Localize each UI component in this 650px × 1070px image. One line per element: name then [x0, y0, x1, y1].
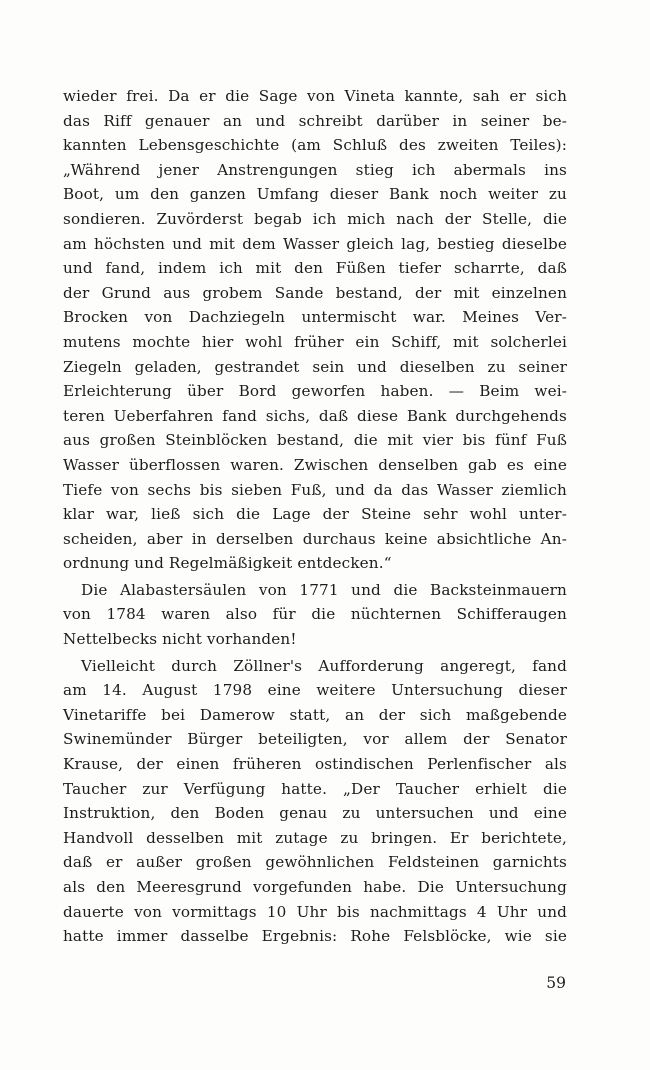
page-number: 59 — [546, 974, 566, 992]
text-line: aus großen Steinblöcken bestand, die mit vier bis fünf Fuß — [63, 431, 567, 450]
text-line: wieder frei. Da er die Sage von Vineta kannte, sah er sich — [63, 87, 567, 105]
text-line: mutens mochte hier wohl früher ein Schiff, mit solcherlei — [63, 332, 567, 351]
text-line: Die Alabastersäulen von 1771 und die Backsteinmauern — [81, 580, 567, 599]
text-line: das Riff genauer an und schreibt darüber in seiner be- — [63, 111, 567, 130]
text-line: ordnung und Regelmäßigkeit entdecken.“ — [63, 554, 392, 573]
text-line: Brocken von Dachziegeln untermischt war. Meines Ver- — [63, 308, 567, 327]
text-line: und fand, indem ich mit den Füßen tiefer scharrte, daß — [63, 259, 567, 278]
text-line: Instruktion, den Boden genau zu untersuchen und eine — [63, 804, 567, 823]
text-line: am höchsten und mit dem Wasser gleich lag, bestieg dieselbe — [63, 234, 567, 253]
text-line: Erleichterung über Bord geworfen haben. — Beim wei- — [63, 382, 567, 401]
paragraph-3 — [63, 654, 567, 949]
text-line: Boot, um den ganzen Umfang dieser Bank noch weiter zu — [63, 185, 567, 204]
text-line: Handvoll desselben mit zutage zu bringen. Er berichtete, — [63, 828, 567, 847]
text-line: am 14. August 1798 eine weitere Untersuchung dieser — [63, 681, 567, 700]
text-line: Vinetariffe bei Damerow statt, an der sich maßgebende — [63, 705, 567, 724]
text-line: von 1784 waren also für die nüchternen Schifferaugen — [63, 605, 567, 624]
text-line: kannten Lebensgeschichte (am Schluß des zweiten Teiles): — [63, 136, 567, 155]
paragraph-2 — [63, 578, 567, 652]
text-line: scheiden, aber in derselben durchaus keine absichtliche An- — [63, 529, 567, 548]
text-line: hatte immer dasselbe Ergebnis: Rohe Felsblöcke, wie sie — [63, 927, 567, 946]
text-line: Krause, der einen früheren ostindischen Perlenfischer als — [63, 755, 567, 774]
text-line: als den Meeresgrund vorgefunden habe. Die Untersuchung — [63, 878, 567, 896]
body-text — [63, 84, 567, 949]
text-line: Tiefe von sechs bis sieben Fuß, und da das Wasser ziemlich — [63, 480, 567, 499]
text-line: Swinemünder Bürger beteiligten, vor allem der Senator — [63, 730, 567, 749]
text-line: teren Ueberfahren fand sichs, daß diese Bank durchgehends — [63, 406, 567, 425]
text-line: Nettelbecks nicht vorhanden! — [63, 630, 297, 649]
text-line: der Grund aus grobem Sande bestand, der mit einzelnen — [63, 283, 567, 302]
text-line: Taucher zur Verfügung hatte. „Der Taucher erhielt die — [63, 779, 567, 798]
text-line: klar war, ließ sich die Lage der Steine sehr wohl unter- — [63, 505, 567, 524]
text-line: Vielleicht durch Zöllner's Aufforderung angeregt, fand — [81, 656, 567, 675]
text-line: „Während jener Anstrengungen stieg ich abermals ins — [63, 160, 567, 179]
text-line: Wasser überflossen waren. Zwischen denselben gab es eine — [63, 455, 567, 474]
paragraph-1 — [63, 84, 567, 576]
text-line: dauerte von vormittags 10 Uhr bis nachmittags 4 Uhr und — [63, 902, 567, 921]
text-line: Ziegeln geladen, gestrandet sein und dieselben zu seiner — [63, 357, 567, 376]
text-line: sondieren. Zuvörderst begab ich mich nach der Stelle, die — [63, 209, 567, 228]
text-line: daß er außer großen gewöhnlichen Feldsteinen garnichts — [63, 853, 567, 872]
